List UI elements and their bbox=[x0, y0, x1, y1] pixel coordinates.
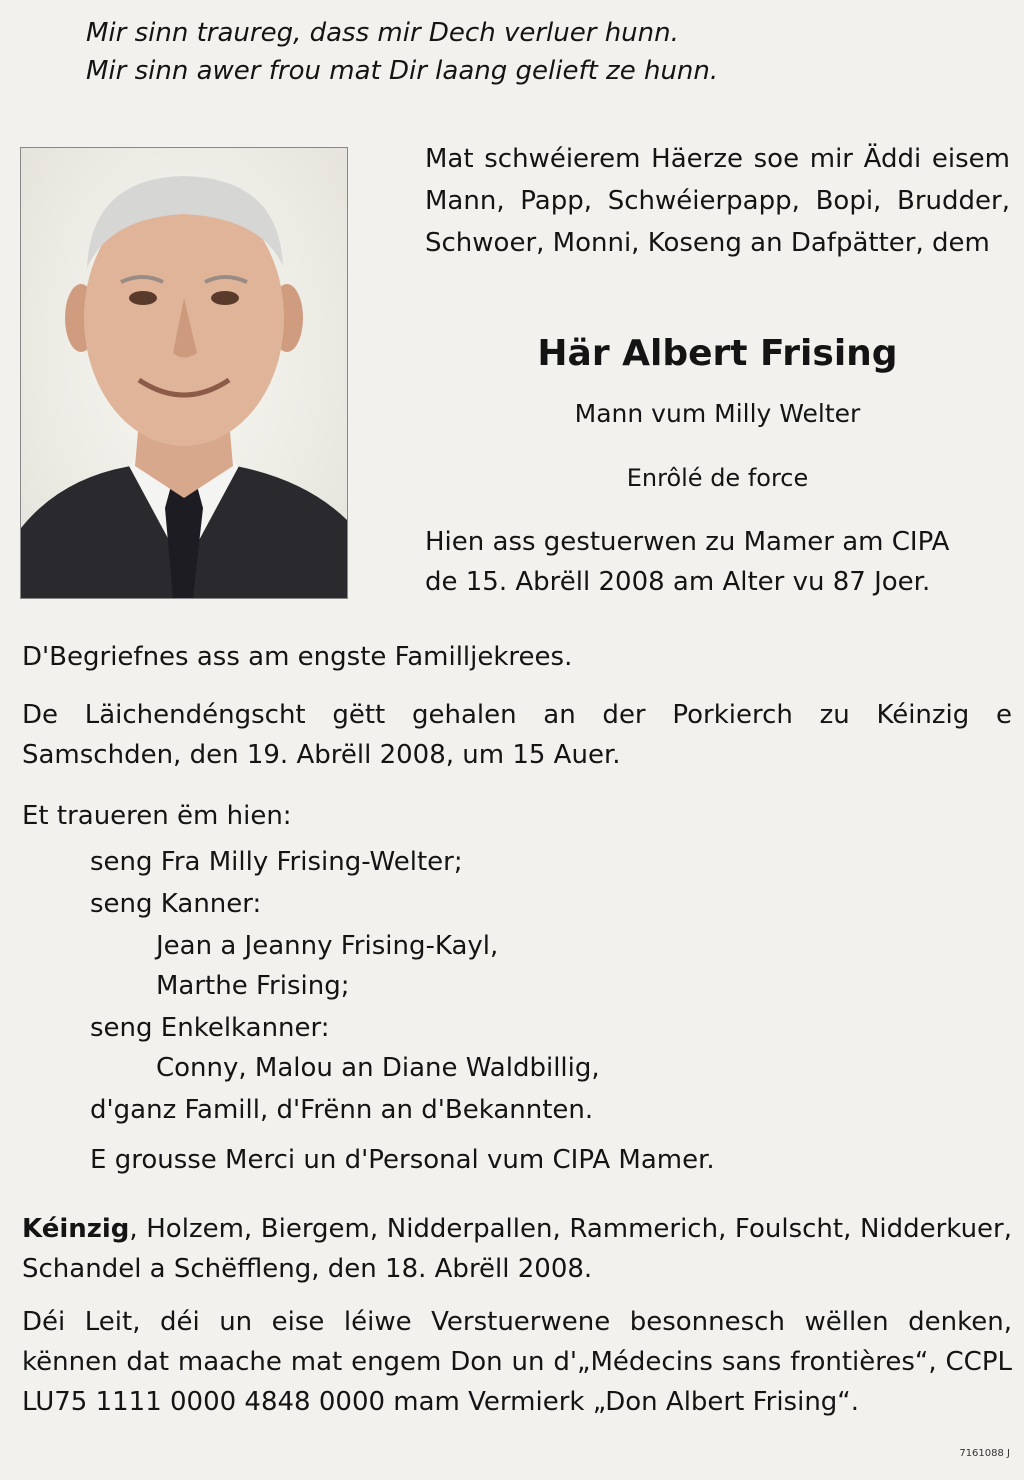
places-rest: , Holzem, Biergem, Nidderpallen, Rammerich, Foulscht, Nidderkuer, Schandel a Schëffleng, den 18. Abrëll 2008. bbox=[22, 1214, 1012, 1284]
portrait-photo bbox=[20, 147, 348, 599]
places-text bbox=[22, 1209, 1012, 1289]
mourner-child-2: Marthe Frising; bbox=[156, 971, 350, 1001]
mourners-intro: Et traueren ëm hien: bbox=[22, 801, 292, 831]
mourner-family-friends: d'ganz Famill, d'Frënn an d'Bekannten. bbox=[90, 1095, 594, 1125]
mourner-child-1: Jean a Jeanny Frising-Kayl, bbox=[156, 931, 499, 961]
verse-line-2: Mir sinn awer frou mat Dir laang gelieft ze hunn. bbox=[86, 56, 719, 86]
death-line-1: Hien ass gestuerwen zu Mamer am CIPA bbox=[425, 527, 950, 557]
memorial-service-text: De Läichendéngscht gëtt gehalen an der Porkierch zu Kéinzig e Samschden, den 19. Abrëll 2008, um 15 Auer. bbox=[22, 700, 1012, 770]
intro-text: Mat schwéierem Häerze soe mir Äddi eisem Mann, Papp, Schwéierpapp, Bopi, Brudder, Schwoer, Monni, Koseng an Dafpätter, dem bbox=[425, 144, 1010, 258]
enrole-line: Enrôlé de force bbox=[626, 464, 809, 492]
mourner-grandchildren: Conny, Malou an Diane Waldbillig, bbox=[156, 1053, 600, 1083]
mourner-grandchildren-heading: seng Enkelkanner: bbox=[90, 1013, 330, 1043]
mourner-children-heading: seng Kanner: bbox=[90, 889, 262, 919]
reference-number: 7161088 J bbox=[959, 1448, 1010, 1459]
death-details bbox=[425, 522, 1010, 602]
places-first: Kéinzig bbox=[22, 1214, 130, 1244]
mourner-wife: seng Fra Milly Frising-Welter; bbox=[90, 847, 463, 877]
funeral-private-text: D'Begriefnes ass am engste Familljekrees. bbox=[22, 642, 573, 672]
thanks-text: E grousse Merci un d'Personal vum CIPA Mamer. bbox=[90, 1145, 715, 1175]
spouse-line: Mann vum Milly Welter bbox=[574, 399, 861, 428]
death-line-2: de 15. Abrëll 2008 am Alter vu 87 Joer. bbox=[425, 567, 931, 597]
opening-verse bbox=[86, 14, 718, 90]
deceased-name: Här Albert Frising bbox=[537, 333, 898, 374]
donation-text: Déi Leit, déi un eise léiwe Verstuerwene besonnesch wëllen denken, kënnen dat maache mat engem Don un d'„Médecins sans frontières“, CCPL LU75 1111 0000 4848 0000 mam Vermierk „Don Albert Frising“. bbox=[22, 1307, 1012, 1417]
verse-line-1: Mir sinn traureg, dass mir Dech verluer hunn. bbox=[86, 18, 679, 48]
